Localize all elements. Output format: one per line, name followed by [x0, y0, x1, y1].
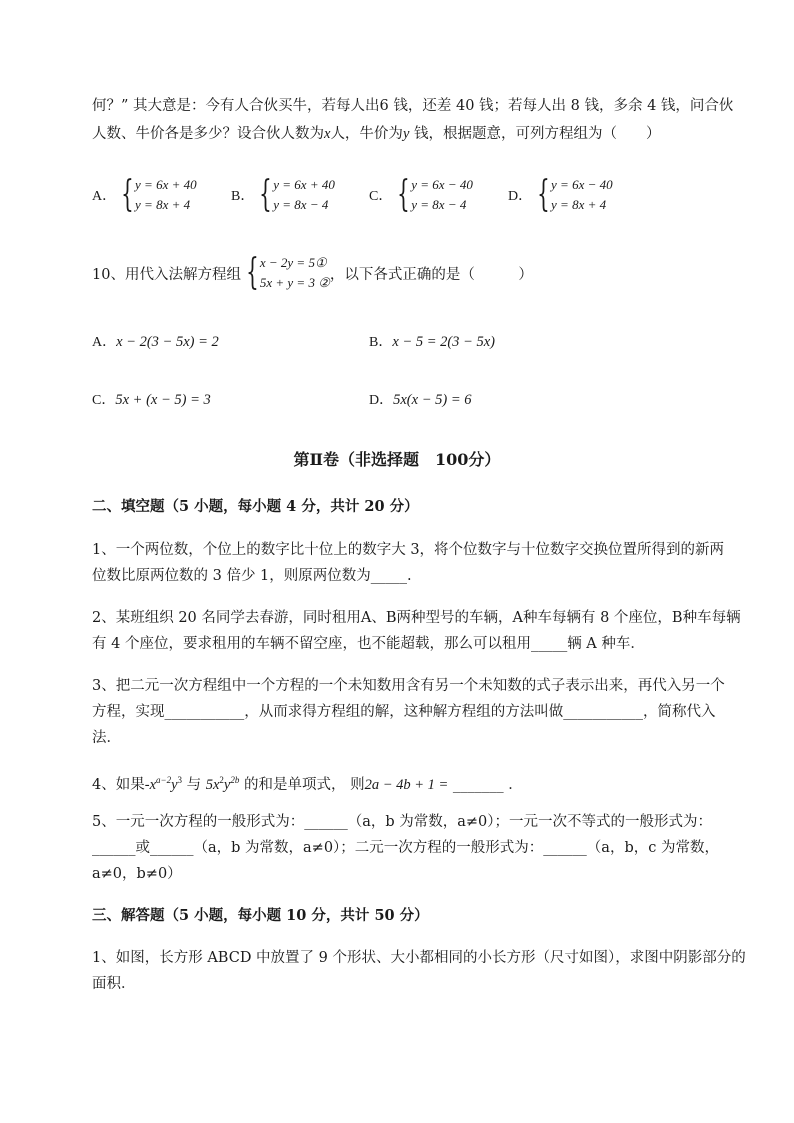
q10-option-d[interactable] [369, 390, 471, 411]
q10-suffix: ，以下各式正确的是（ ） [329, 266, 533, 283]
equation: 5x + y = 3 ② [259, 275, 330, 290]
brace-icon: { [121, 174, 134, 215]
q9-option-c[interactable] [369, 175, 473, 215]
section2-title: 二、填空题（5 小题，每小题 4 分，共计 20 分） [92, 498, 419, 515]
q4-text: 与 [182, 777, 206, 793]
s3-q1-line2: 面积． [92, 976, 136, 992]
q4-text: _______ ． [448, 777, 523, 793]
q4-exp: a−2 [156, 775, 172, 785]
q4-exp: 3 [177, 775, 183, 785]
option-label: D． [508, 189, 533, 204]
section3-title: 三、解答题（5 小题，每小题 10 分，共计 50 分） [92, 907, 429, 924]
q9-text-part: 钱，根据题意，可列方程组为（ ） [409, 126, 661, 142]
q4-term1: -x [144, 777, 156, 793]
q10-stem [92, 253, 533, 293]
s2-q3-line1: 3、把二元一次方程组中一个方程的一个未知数用含有另一个未知数的式子表示出来，再代入另一个 [92, 678, 725, 694]
q9-text-line1: 何？” 其大意是：今有人合伙买牛，若每人出6 钱，还差 40 钱；若每人出 8 钱，多余 4 钱，问合伙 [92, 98, 734, 114]
s2-q5-line2[interactable]: ______或______（a，b 为常数，a≠0）；二元一次方程的一般形式为：______（a，b，c 为常数， [92, 840, 719, 856]
q9-var-y: y [402, 126, 410, 142]
q4-term2-y: y [223, 777, 231, 793]
option-label: B． [231, 189, 255, 204]
q4-term2: 5x [205, 777, 220, 793]
brace-icon: { [259, 174, 273, 215]
s2-q5-line3: a≠0，b≠0） [92, 866, 182, 882]
q4-expr: 2a − 4b + 1 = [364, 777, 449, 793]
brace-icon: { [397, 174, 411, 215]
q10-option-c[interactable] [92, 390, 211, 411]
s2-q2-line1: 2、某班组织 20 名同学去春游，同时租用A、B两种型号的车辆，A种车每辆有 8 个座位，B种车每辆 [92, 610, 741, 626]
s2-q2-line2[interactable]: 有 4 个座位，要求租用的车辆不留空座，也不能超载，那么可以租用_____辆 A 种车． [92, 636, 645, 652]
equation: y = 6x + 40 [273, 177, 335, 192]
option-label: A． [92, 189, 117, 204]
option-label: C． [369, 189, 393, 204]
q4-exp: 2 [219, 775, 224, 785]
s2-q1-line2[interactable]: 位数比原两位数的 3 倍少 1，则原两位数为_____. [92, 568, 412, 584]
s3-q1-line1: 1、如图，长方形 ABCD 中放置了 9 个形状、大小都相同的小长方形（尺寸如图），求图中阴影部分的 [92, 950, 746, 966]
equation: x − 2y = 5① [259, 255, 327, 270]
q4-term1-y: y [171, 777, 178, 793]
equation: y = 6x − 40 [411, 177, 473, 192]
part2-title: 第Ⅱ卷（非选择题 100分） [293, 450, 501, 469]
expression: x − 2(3 − 5x) = 2 [116, 334, 219, 350]
q4-text: 4、如果 [92, 777, 145, 793]
expression: 5x(x − 5) = 6 [393, 392, 472, 408]
q9-option-a[interactable] [92, 175, 197, 215]
expression: x − 5 = 2(3 − 5x) [392, 334, 495, 350]
q9-option-b[interactable] [231, 175, 335, 215]
equation: y = 6x − 40 [551, 177, 613, 192]
s2-q5-line1[interactable]: 5、一元一次方程的一般形式为：______（a，b 为常数，a≠0）；一元一次不等式的一般形式为： [92, 814, 713, 830]
s2-q3-line3: 法． [92, 730, 121, 746]
q4-exp: 2b [230, 775, 240, 785]
q9-text-line2 [92, 124, 660, 144]
q9-text-part: 人数、牛价各是多少？设合伙人数为 [92, 126, 324, 142]
s2-q4-line[interactable] [92, 770, 523, 795]
q10-option-b[interactable] [369, 332, 495, 353]
option-label: C． [92, 393, 116, 408]
brace-icon: { [537, 174, 550, 215]
s2-q3-line2[interactable]: 方程，实现___________，从而求得方程组的解，这种解方程组的方法叫做___________，简称代入 [92, 704, 716, 720]
equation: y = 8x − 4 [273, 197, 329, 212]
brace-icon: { [246, 252, 259, 293]
equation: y = 8x + 4 [551, 197, 607, 212]
q10-option-a[interactable] [92, 332, 219, 353]
equation: y = 8x − 4 [411, 197, 467, 212]
option-label: A． [92, 335, 117, 350]
s2-q1-line1: 1、一个两位数，个位上的数字比十位上的数字大 3，将个位数字与十位数字交换位置所得到的新两 [92, 542, 725, 558]
q9-option-d[interactable] [508, 175, 613, 215]
q9-var-x: x [324, 126, 331, 142]
expression: 5x + (x − 5) = 3 [115, 392, 211, 408]
q9-text-part: 人，牛价为 [330, 126, 403, 142]
q4-text: 的和是单项式， 则 [239, 777, 365, 793]
q10-prefix: 10、用代入法解方程组 [92, 266, 241, 283]
equation: y = 6x + 40 [135, 177, 197, 192]
equation: y = 8x + 4 [135, 197, 191, 212]
option-label: B． [369, 335, 393, 350]
option-label: D． [369, 393, 394, 408]
